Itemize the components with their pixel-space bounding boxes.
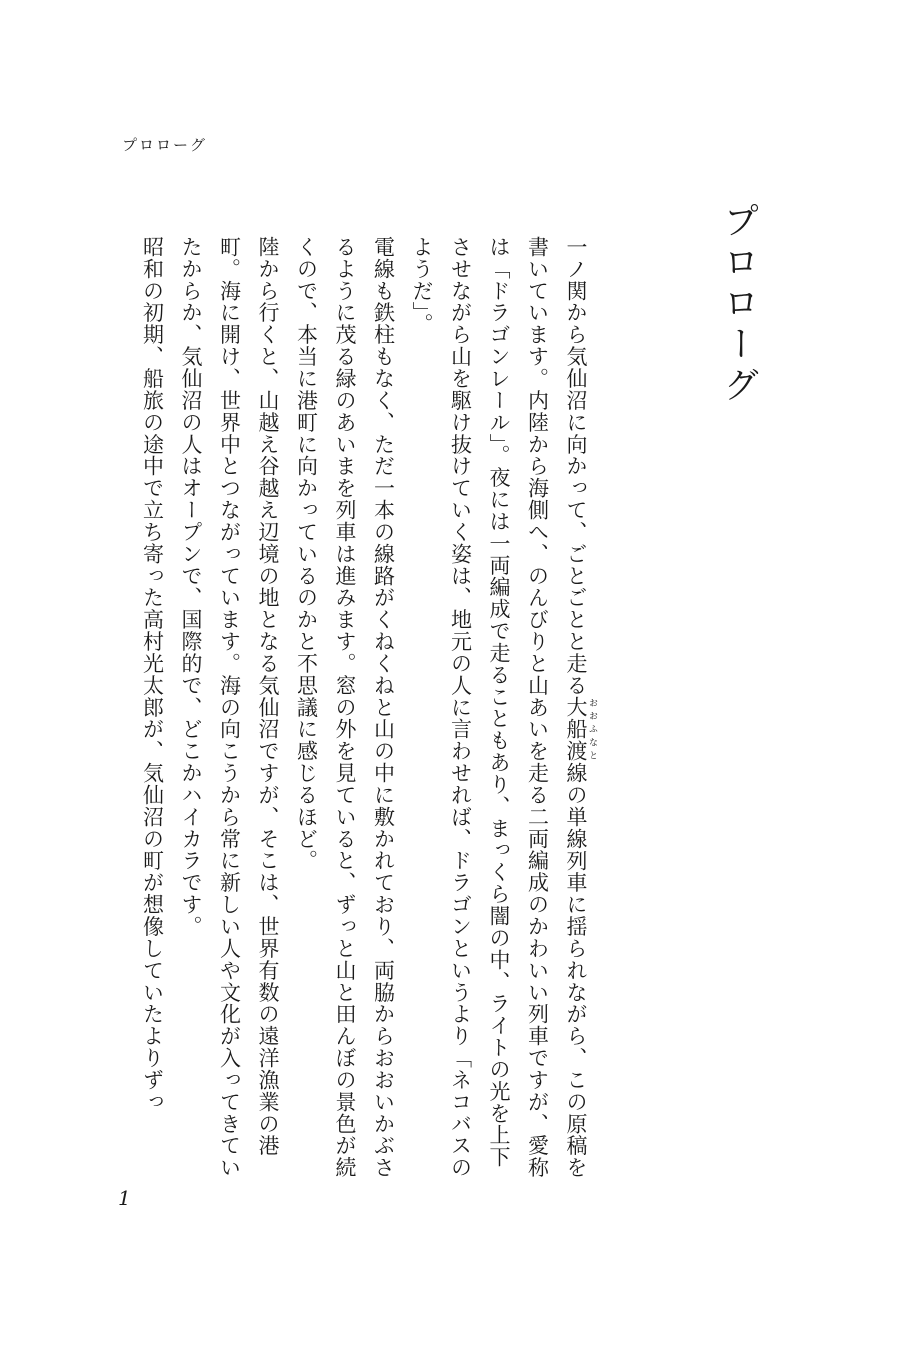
page-number: 1 — [118, 1186, 131, 1210]
paragraph-1: 一ノ関から気仙沼に向かって、ごとごとと走る大船渡 おおふなと線の単線列車に揺られながら、この原稿を書いています。内陸から海側へ、のんびりと山あいを走る二両編成のかわいい列車ですが、愛称は「ドラゴンレール」。夜には一両編成で走ることもあり、まっくら闇の中、ライトの光を上下させながら山を駆け抜けていく姿は、地元の人に言わせれば、ドラゴンというより「ネコバスのようだ」。 — [410, 236, 597, 1179]
body-text — [133, 236, 597, 1181]
furigana-ruby: 大船渡 おおふなと — [564, 696, 597, 763]
chapter-title: プロローグ — [718, 202, 759, 407]
furigana-reading: おおふなと — [587, 696, 597, 763]
running-head: プロローグ — [122, 136, 208, 154]
paragraph-2: 電線も鉄柱もなく、ただ一本の線路がくねくねと山の中に敷かれており、両脇からおおいかぶさるように茂る緑のあいまを列車は進みます。窓の外を見ていると、ずっと山と田んぼの景色が続くので、本当に港町に向かっているのかと不思議に感じるほど。 — [294, 236, 396, 1179]
paragraph-4: 昭和の初期、船旅の途中で立ち寄った高村光太郎が、気仙沼の町が想像していたよりずっ — [140, 236, 165, 1113]
paragraph-3: 陸から行くと、山越え谷越え辺境の地となる気仙沼ですが、そこは、世界有数の遠洋漁業の港町。海に開け、世界中とつながっています。海の向こうから常に新しい人や文化が入ってきていたからか、気仙沼の人はオープンで、国際的で、どこかハイカラです。 — [179, 236, 280, 1179]
